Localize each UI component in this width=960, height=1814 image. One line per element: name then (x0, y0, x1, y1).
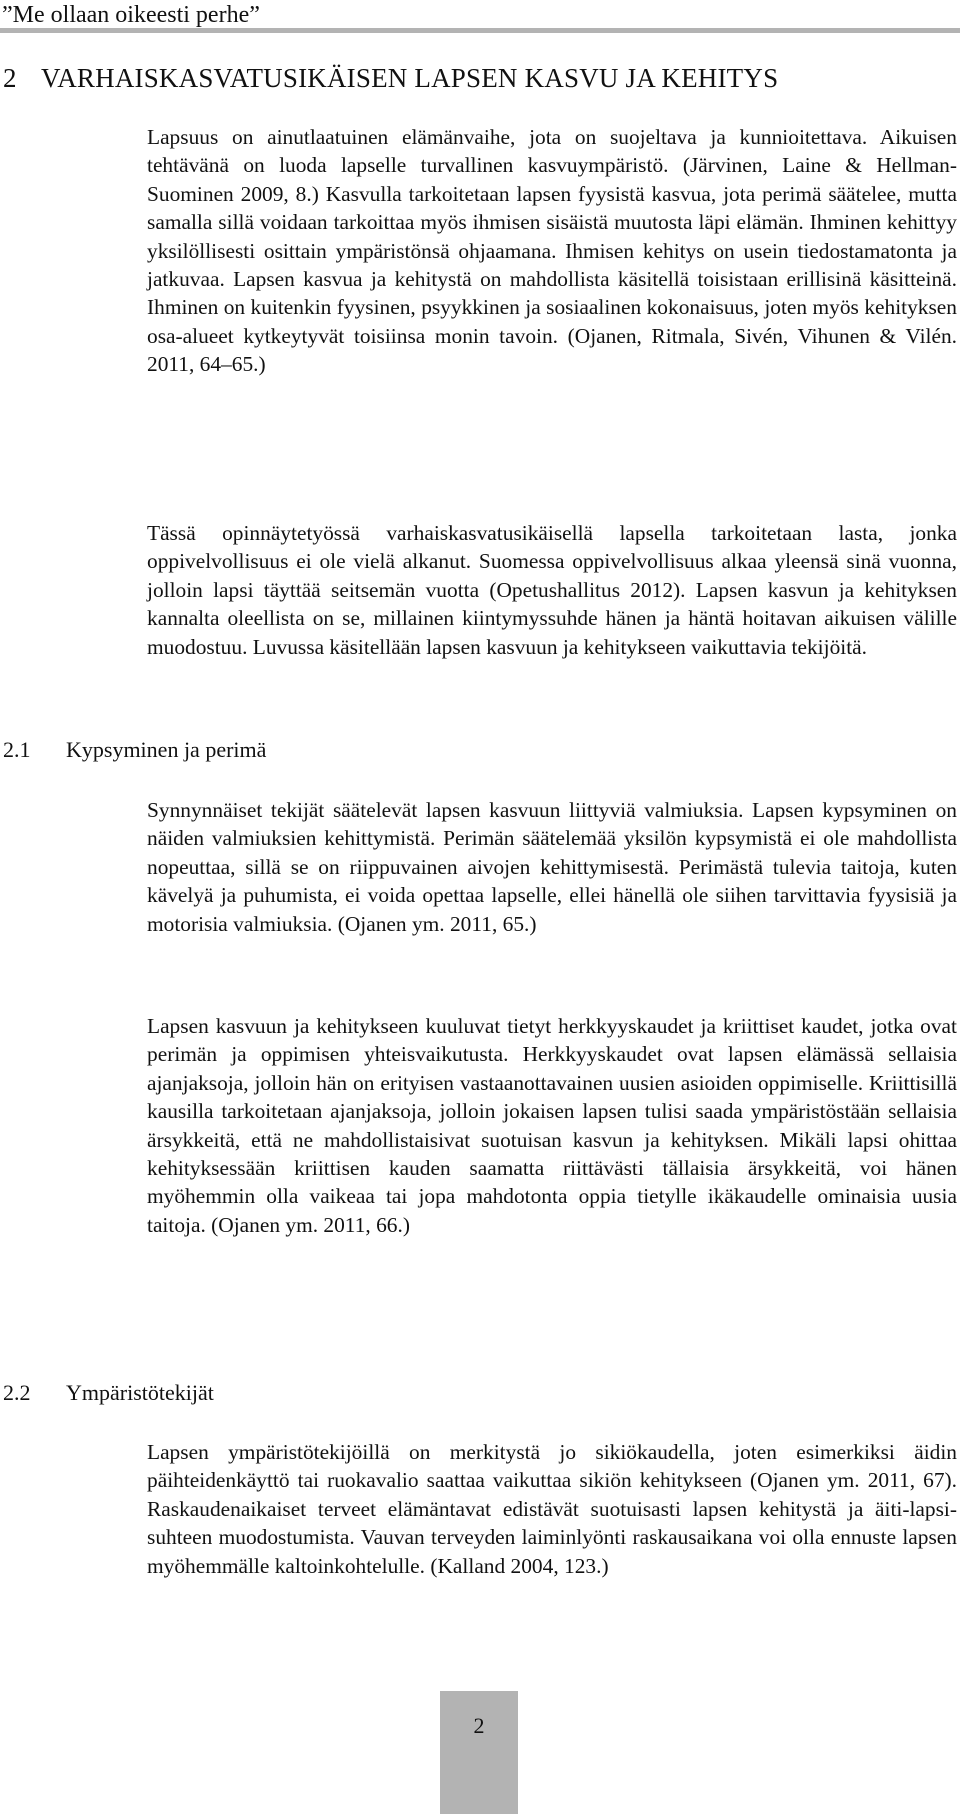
chapter-title: VARHAISKASVATUSIKÄISEN LAPSEN KASVU JA KEHITYS (41, 63, 779, 93)
section-heading-2-2 (3, 1377, 214, 1409)
chapter-number: 2 (3, 63, 17, 93)
page-number-box (440, 1691, 518, 1814)
paragraph-2-1-a: Synnynnäiset tekijät säätelevät lapsen kasvuun liittyviä valmiuksia. Lapsen kypsyminen on näiden valmiuksien kehittymistä. Perimän säätelemää yksilön kypsymistä ei ole mahdollista nopeuttaa, sillä se on riippuvainen aivojen kehittymisestä. Perimästä tulevia taitoja, kuten kävelyä ja puhumista, ei voida opettaa lapselle, ellei hänellä ole siihen tarvittavia fyysisiä ja motorisia valmiuksia. (Ojanen ym. 2011, 65.) (147, 798, 957, 936)
section-title: Kypsyminen ja perimä (66, 737, 267, 762)
paragraph-intro-1: Lapsuus on ainutlaatuinen elämänvaihe, jota on suojeltava ja kunnioitettava. Aikuisen tehtävänä on luoda lapselle turvallinen kasvuympäristö. (Järvinen, Laine & Hellman-Suominen 2009, 8.) Kasvulla tarkoitetaan lapsen fyysistä kasvua, jota perimä säätelee, mutta samalla sillä voidaan tarkoittaa myös ihmisen sisäistä muutosta läpi elämän. Ihminen kehittyy yksilöllisesti osittain ympäristönsä ohjaamana. Ihmisen kehitys on usein tiedostamatonta ja jatkuvaa. Lapsen kasvua ja kehitystä on mahdollista käsitellä toisistaan erillisinä käsitteinä. Ihminen on kuitenkin fyysinen, psyykkinen ja sosiaalinen kokonaisuus, joten myös kehityksen osa-alueet kytkeytyvät toisiinsa monin tavoin. (Ojanen, Ritmala, Sivén, Vihunen & Vilén. 2011, 64–65.) (147, 125, 957, 377)
paragraph-2-2-a: Lapsen ympäristötekijöillä on merkitystä jo sikiökaudella, joten esimerkiksi äidin päihteidenkäyttö tai ruokavalio saattaa vaikuttaa sikiön kehitykseen (Ojanen ym. 2011, 67). Raskaudenaikaiset terveet elämäntavat edistävät suotuisasti lapsen kehitystä ja äiti-lapsi-suhteen muodostumista. Vauvan terveyden laiminlyönti raskausaikana voi olla ennuste lapsen myöhemmälle kaltoinkohtelulle. (Kalland 2004, 123.) (147, 1440, 957, 1578)
section-number: 2.1 (3, 737, 31, 762)
running-header-title: ”Me ollaan oikeesti perhe” (2, 2, 260, 28)
page-number: 2 (473, 1713, 485, 1738)
section-title: Ympäristötekijät (66, 1380, 214, 1405)
section-number: 2.2 (3, 1380, 31, 1405)
paragraph-intro-2: Tässä opinnäytetyössä varhaiskasvatusikäisellä lapsella tarkoitetaan lasta, jonka oppivelvollisuus ei ole vielä alkanut. Suomessa oppivelvollisuus alkaa yleensä sinä vuonna, jolloin lapsi täyttää seitsemän vuotta (Opetushallitus 2012). Lapsen kasvun ja kehityksen kannalta oleellista on se, millainen kiintymyssuhde hänen ja häntä hoitavan aikuisen välille muodostuu. Luvussa käsitellään lapsen kasvuun ja kehitykseen vaikuttavia tekijöitä. (147, 521, 957, 659)
running-header (0, 0, 960, 36)
section-heading-2-1 (3, 734, 266, 766)
chapter-heading (3, 58, 778, 98)
paragraph-2-1-b: Lapsen kasvuun ja kehitykseen kuuluvat tietyt herkkyyskaudet ja kriittiset kaudet, jotka ovat perimän ja oppimisen yhteisvaikutusta. Herkkyyskaudet ovat lapsen elämässä sellaisia ajanjaksoja, jolloin hän on erityisen vastaanottavainen uusien asioiden oppimiselle. Kriittisillä kausilla tarkoitetaan ajanjaksoja, jolloin jokaisen lapsen tulisi saada ympäristöstään sellaisia ärsykkeitä, että ne mahdollistaisivat suotuisan kasvun ja kehityksen. Mikäli lapsi ohittaa kehityksessään kriittisen kauden saamatta riittävästi tällaisia ärsykkeitä, voi hänen myöhemmin olla vaikeaa tai jopa mahdotonta oppia tietylle ikäkaudelle ominaisia uusia taitoja. (Ojanen ym. 2011, 66.) (147, 1014, 957, 1237)
header-rule (0, 28, 960, 33)
